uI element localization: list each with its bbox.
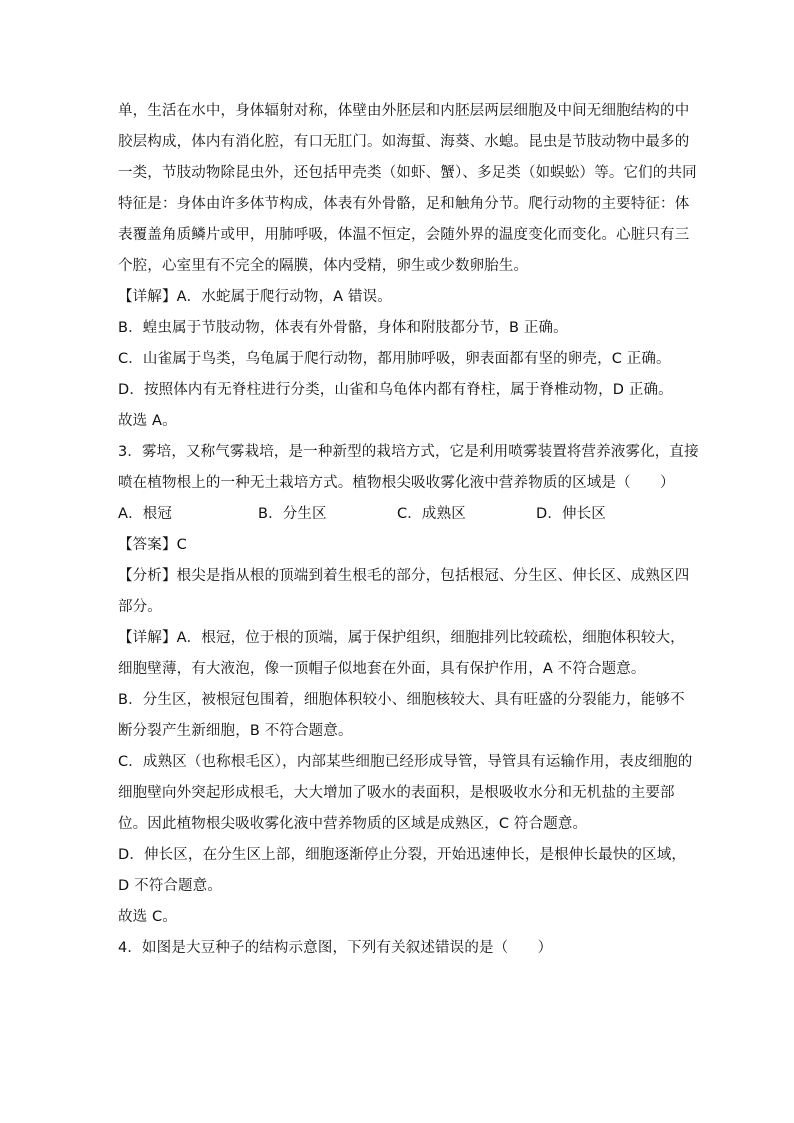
option-b: B．分生区 <box>258 506 327 522</box>
detail-line: D 不符合题意。 <box>118 878 222 894</box>
detail-line: C．成熟区（也称根毛区），内部某些细胞已经形成导管，导管具有运输作用，表皮细胞的 <box>118 754 693 770</box>
question-3-line: 喷在植物根上的一种无土栽培方式。植物根尖吸收雾化液中营养物质的区域是（ ） <box>118 475 675 491</box>
detail-line: 细胞壁向外突起形成根毛，大大增加了吸水的表面积，是根吸收水分和无机盐的主要部 <box>118 785 675 801</box>
text-line: 一类，节肢动物除昆虫外，还包括甲壳类（如虾、蟹）、多足类（如蜈蚣）等。它们的共同 <box>118 165 697 181</box>
detail-line: 【详解】A．根冠，位于根的顶端，属于保护组织，细胞排列比较疏松，细胞体积较大， <box>118 630 685 646</box>
analysis-line: 【分析】根尖是指从根的顶端到着生根毛的部分，包括根冠、分生区、伸长区、成熟区四 <box>118 568 690 584</box>
question-3-line: 3．雾培，又称气雾栽培，是一种新型的栽培方式，它是利用喷雾装置将营养液雾化，直接 <box>118 444 699 460</box>
detail-line: B．分生区，被根冠包围着，细胞体积较小、细胞核较大、具有旺盛的分裂能力，能够不 <box>118 692 685 708</box>
detail-line: C．山雀属于鸟类，乌龟属于爬行动物，都用肺呼吸，卵表面都有坚的卵壳，C 正确。 <box>118 351 671 367</box>
option-d: D．伸长区 <box>536 506 606 522</box>
question-4-line: 4．如图是大豆种子的结构示意图，下列有关叙述错误的是（ ） <box>118 940 553 956</box>
text-line: 单，生活在水中，身体辐射对称，体壁由外胚层和内胚层两层细胞及中间无细胞结构的中 <box>118 103 690 119</box>
text-line: 胶层构成，体内有消化腔，有口无肛门。如海蜇、海葵、水螅。昆虫是节肢动物中最多的 <box>118 134 690 150</box>
question-3-options <box>118 499 678 530</box>
detail-line: D．伸长区，在分生区上部，细胞逐渐停止分裂，开始迅速伸长，是根伸长最快的区域， <box>118 847 687 863</box>
analysis-line: 部分。 <box>118 599 162 615</box>
text-line: 个腔，心室里有不完全的隔膜，体内受精，卵生或少数卵胎生。 <box>118 258 529 274</box>
text-line: 特征是：身体由许多体节构成，体表有外骨骼，足和触角分节。爬行动物的主要特征：体 <box>118 196 690 212</box>
conclusion-line: 故选 A。 <box>118 413 177 429</box>
option-a: A．根冠 <box>118 506 173 522</box>
detail-line: 【详解】A．水蛇属于爬行动物，A 错误。 <box>118 289 392 305</box>
answer-line: 【答案】C <box>118 537 187 553</box>
detail-line: D．按照体内有无脊柱进行分类，山雀和乌龟体内都有脊柱，属于脊椎动物，D 正确。 <box>118 382 673 398</box>
document-body <box>118 96 699 964</box>
option-c: C．成熟区 <box>397 506 466 522</box>
detail-line: B．蝗虫属于节肢动物，体表有外骨骼，身体和附肢都分节，B 正确。 <box>118 320 568 336</box>
detail-line: 细胞壁薄，有大液泡，像一顶帽子似地套在外面，具有保护作用，A 不符合题意。 <box>118 661 646 677</box>
text-line: 表覆盖角质鳞片或甲，用肺呼吸，体温不恒定，会随外界的温度变化而变化。心脏只有三 <box>118 227 690 243</box>
conclusion-line: 故选 C。 <box>118 909 177 925</box>
detail-line: 断分裂产生新细胞，B 不符合题意。 <box>118 723 353 739</box>
detail-line: 位。因此植物根尖吸收雾化液中营养物质的区域是成熟区，C 符合题意。 <box>118 816 588 832</box>
